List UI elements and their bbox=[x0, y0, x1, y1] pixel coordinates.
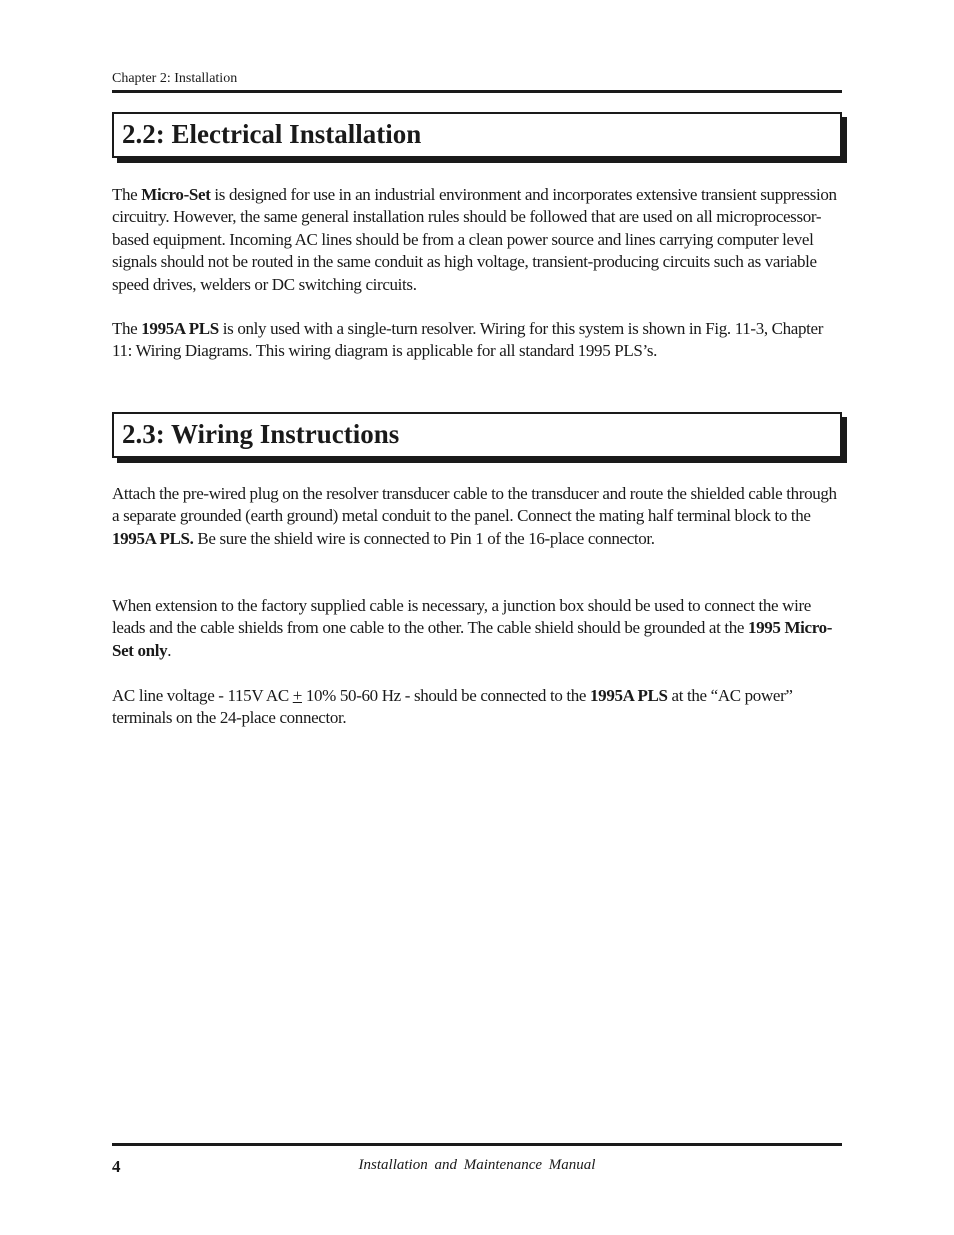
text-run: 10% 50-60 Hz - should be connected to the bbox=[301, 686, 591, 705]
text-run: at the “AC power” terminals on the 24-place connector. bbox=[112, 686, 793, 728]
footer-rule bbox=[112, 1143, 842, 1146]
text-run: AC line voltage - 115V AC bbox=[112, 686, 293, 705]
section-title-wiring-instructions: 2.3: Wiring Instructions bbox=[122, 419, 400, 449]
paragraph bbox=[112, 483, 844, 550]
text-run: . bbox=[167, 640, 172, 660]
text-run: The bbox=[112, 185, 142, 204]
bold-term: Micro-Set bbox=[141, 185, 211, 204]
text-run: The bbox=[112, 319, 142, 338]
bold-term: 1995 Micro-Set only bbox=[112, 618, 833, 660]
running-header: Chapter 2: Installation bbox=[112, 71, 238, 86]
bold-term: 1995A PLS bbox=[141, 319, 219, 338]
page-number: 4 bbox=[112, 1157, 121, 1176]
section-heading-box bbox=[112, 112, 842, 158]
text-run: is designed for use in an industrial environment and incorporates extensive transient suppression circuitry. However, the same general installation rules should be followed that are used on all microprocessor-based equipment. Incoming AC lines should be from a clean power source and lines carrying computer level signals should not be routed in the same conduit as high voltage, transient-producing circuits such as variable speed drives, welders or DC switching circuits. bbox=[112, 185, 837, 294]
bold-term: 1995A PLS. bbox=[112, 528, 194, 548]
section-title-electrical-installation: 2.2: Electrical Installation bbox=[122, 119, 422, 149]
text-run: Be sure the shield wire is connected to Pin 1 of the 16-place connector. bbox=[193, 528, 655, 548]
text-run: When extension to the factory supplied cable is necessary, a junction box should be used to connect the wire leads and the cable shields from one cable to the other. The cable shield should be grounded at the bbox=[112, 596, 811, 638]
paragraph bbox=[112, 184, 844, 296]
paragraph bbox=[112, 595, 844, 662]
bold-term: 1995A PLS bbox=[590, 686, 668, 705]
section-heading-box bbox=[112, 412, 842, 458]
footer-manual-title: Installation and Maintenance Manual bbox=[358, 1157, 596, 1173]
text-run: is only used with a single-turn resolver. Wiring for this system is shown in Fig. 11-3, Chapter 11: Wiring Diagrams. This wiring diagram is applicable for all standard 1995 PLS’s. bbox=[112, 319, 824, 361]
paragraph bbox=[112, 685, 844, 730]
plus-minus-symbol: + bbox=[292, 686, 302, 705]
header-rule bbox=[112, 90, 842, 93]
paragraph bbox=[112, 318, 844, 363]
text-run: Attach the pre-wired plug on the resolver transducer cable to the transducer and route the shielded cable through a separate grounded (earth ground) metal conduit to the panel. Connect the mating half terminal block to the bbox=[112, 484, 837, 526]
